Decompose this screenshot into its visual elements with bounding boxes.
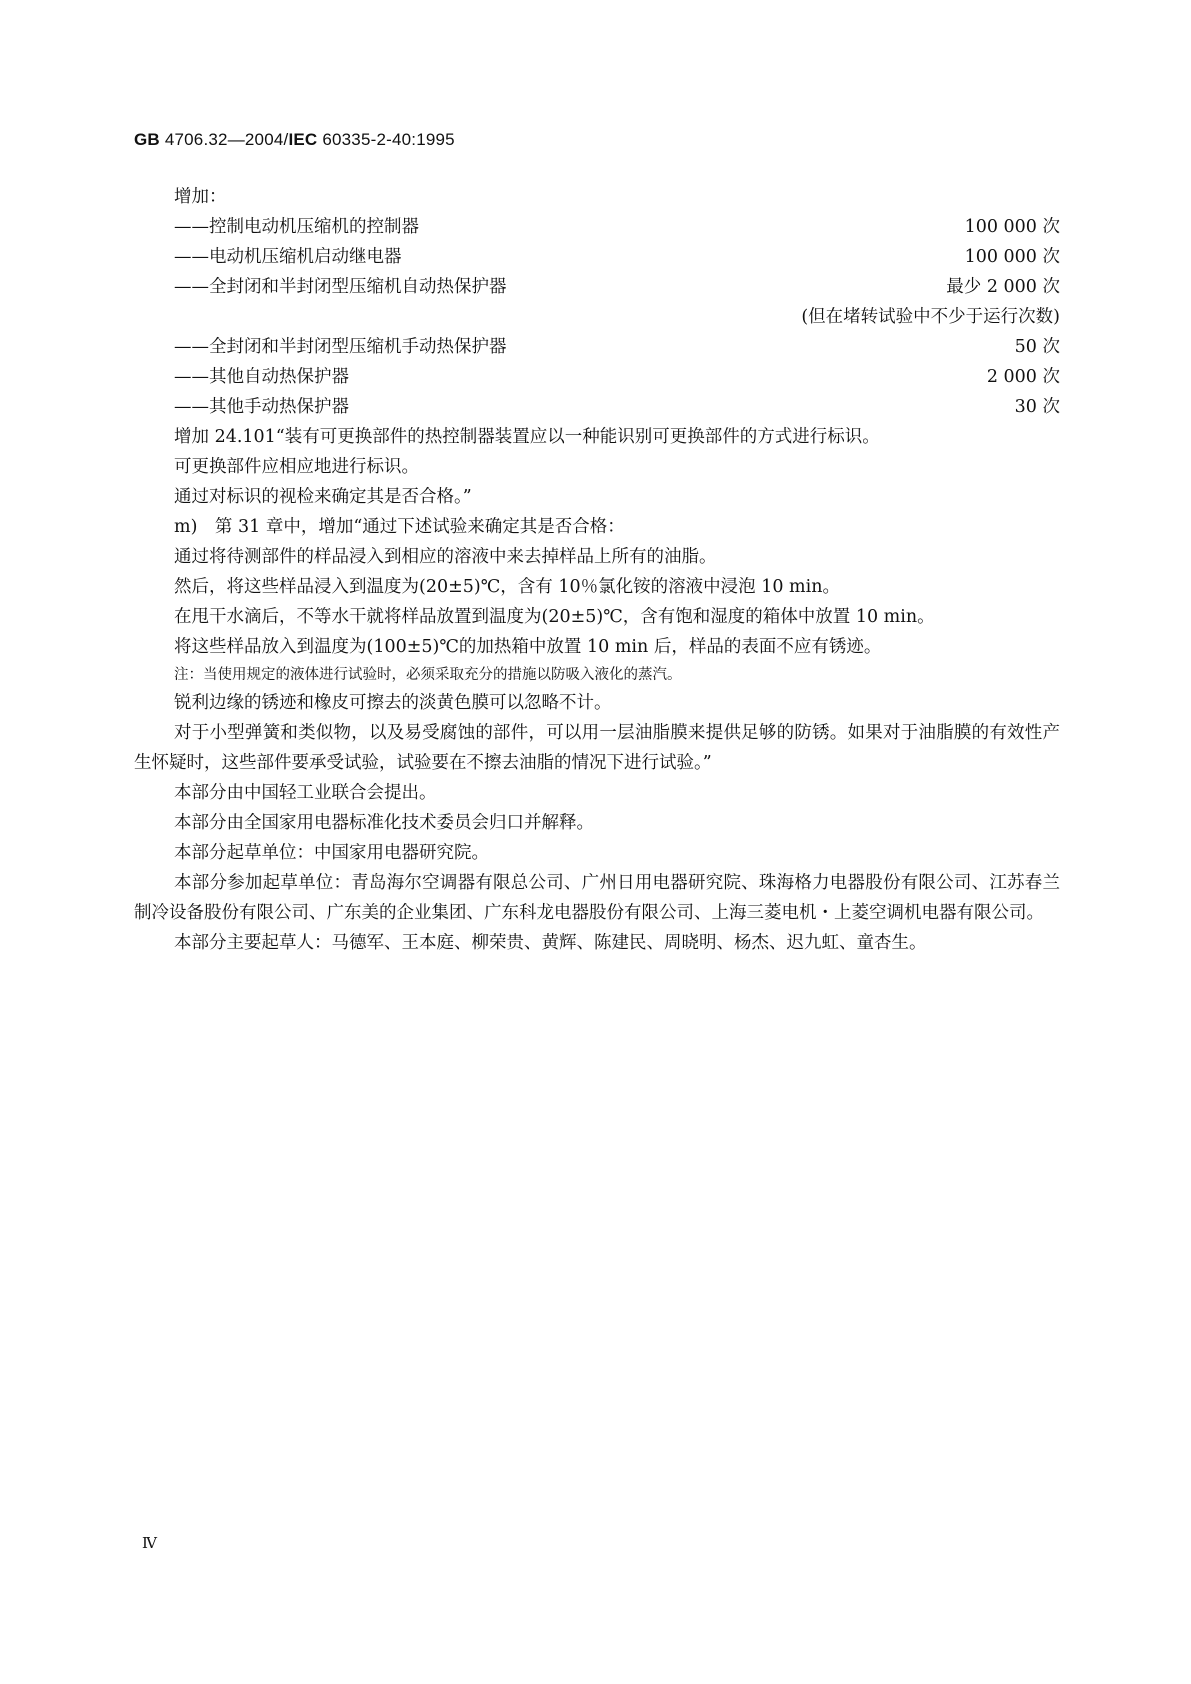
paragraph: 对于小型弹簧和类似物，以及易受腐蚀的部件，可以用一层油脂膜来提供足够的防锈。如果对于油脂膜的有效性产生怀疑时，这些部件要承受试验，试验要在不擦去油脂的情况下进行试验。” xyxy=(134,723,1060,773)
page-number: Ⅳ xyxy=(142,1534,157,1552)
item-value: 30 次 xyxy=(1014,397,1060,417)
list-item xyxy=(134,212,1060,242)
text-line: 然后，将这些样品浸入到温度为(20±5)℃，含有 10％氯化铵的溶液中浸泡 10 min。 xyxy=(174,577,840,597)
text-line: m) 第 31 章中，增加“通过下述试验来确定其是否合格： xyxy=(174,517,625,537)
addition-heading: 增加： xyxy=(174,187,227,207)
item-label: ——电动机压缩机启动继电器 xyxy=(174,247,402,267)
paragraph: 本部分参加起草单位：青岛海尔空调器有限总公司、广州日用电器研究院、珠海格力电器股份有限公司、江苏春兰制冷设备股份有限公司、广东美的企业集团、广东科龙电器股份有限公司、上海三菱电机・上菱空调机电器有限公司。 xyxy=(134,873,1060,923)
iec-number: 60335-2-40:1995 xyxy=(322,130,455,149)
main-content xyxy=(134,182,1060,958)
item-value: 最少 2 000 次 xyxy=(946,277,1060,297)
text-line: 在甩干水滴后，不等水干就将样品放置到温度为(20±5)℃，含有饱和湿度的箱体中放置 10 min。 xyxy=(174,607,935,627)
text-line: 本部分起草单位：中国家用电器研究院。 xyxy=(174,843,489,863)
list-item xyxy=(134,332,1060,362)
list-item xyxy=(134,362,1060,392)
text-line: 锐利边缘的锈迹和橡皮可擦去的淡黄色膜可以忽略不计。 xyxy=(174,693,612,713)
item-value: 100 000 次 xyxy=(964,217,1060,237)
text-line: 通过对标识的视检来确定其是否合格。” xyxy=(174,487,472,507)
list-item-note xyxy=(134,302,1060,332)
item-label: ——控制电动机压缩机的控制器 xyxy=(174,217,419,237)
text-line: 通过将待测部件的样品浸入到相应的溶液中来去掉样品上所有的油脂。 xyxy=(174,547,717,567)
standard-header xyxy=(134,130,455,150)
list-item xyxy=(134,392,1060,422)
item-label: ——其他手动热保护器 xyxy=(174,397,349,417)
std-number: 4706.32—2004/ xyxy=(164,130,289,149)
item-label: ——全封闭和半封闭型压缩机手动热保护器 xyxy=(174,337,507,357)
note: 注：当使用规定的液体进行试验时，必须采取充分的措施以防吸入液化的蒸汽。 xyxy=(174,667,682,683)
text-line: 本部分由中国轻工业联合会提出。 xyxy=(174,783,437,803)
item-label: ——其他自动热保护器 xyxy=(174,367,349,387)
item-value: 2 000 次 xyxy=(986,367,1060,387)
list-item xyxy=(134,272,1060,302)
text-line: 将这些样品放入到温度为(100±5)℃的加热箱中放置 10 min 后，样品的表面不应有锈迹。 xyxy=(174,637,882,657)
item-value: 100 000 次 xyxy=(964,247,1060,267)
list-item xyxy=(134,242,1060,272)
iec-code: IEC xyxy=(288,130,318,149)
text-line: 增加 24.101“装有可更换部件的热控制器装置应以一种能识别可更换部件的方式进行标识。 xyxy=(174,427,880,447)
item-value: 50 次 xyxy=(1014,337,1060,357)
text-line: 本部分由全国家用电器标准化技术委员会归口并解释。 xyxy=(174,813,594,833)
text-line: 可更换部件应相应地进行标识。 xyxy=(174,457,419,477)
item-label: ——全封闭和半封闭型压缩机自动热保护器 xyxy=(174,277,507,297)
std-code: GB xyxy=(134,130,160,149)
item-value: (但在堵转试验中不少于运行次数) xyxy=(801,307,1060,327)
text-line: 本部分主要起草人：马德军、王本庭、柳荣贵、黄辉、陈建民、周晓明、杨杰、迟九虹、童杏生。 xyxy=(174,933,927,953)
